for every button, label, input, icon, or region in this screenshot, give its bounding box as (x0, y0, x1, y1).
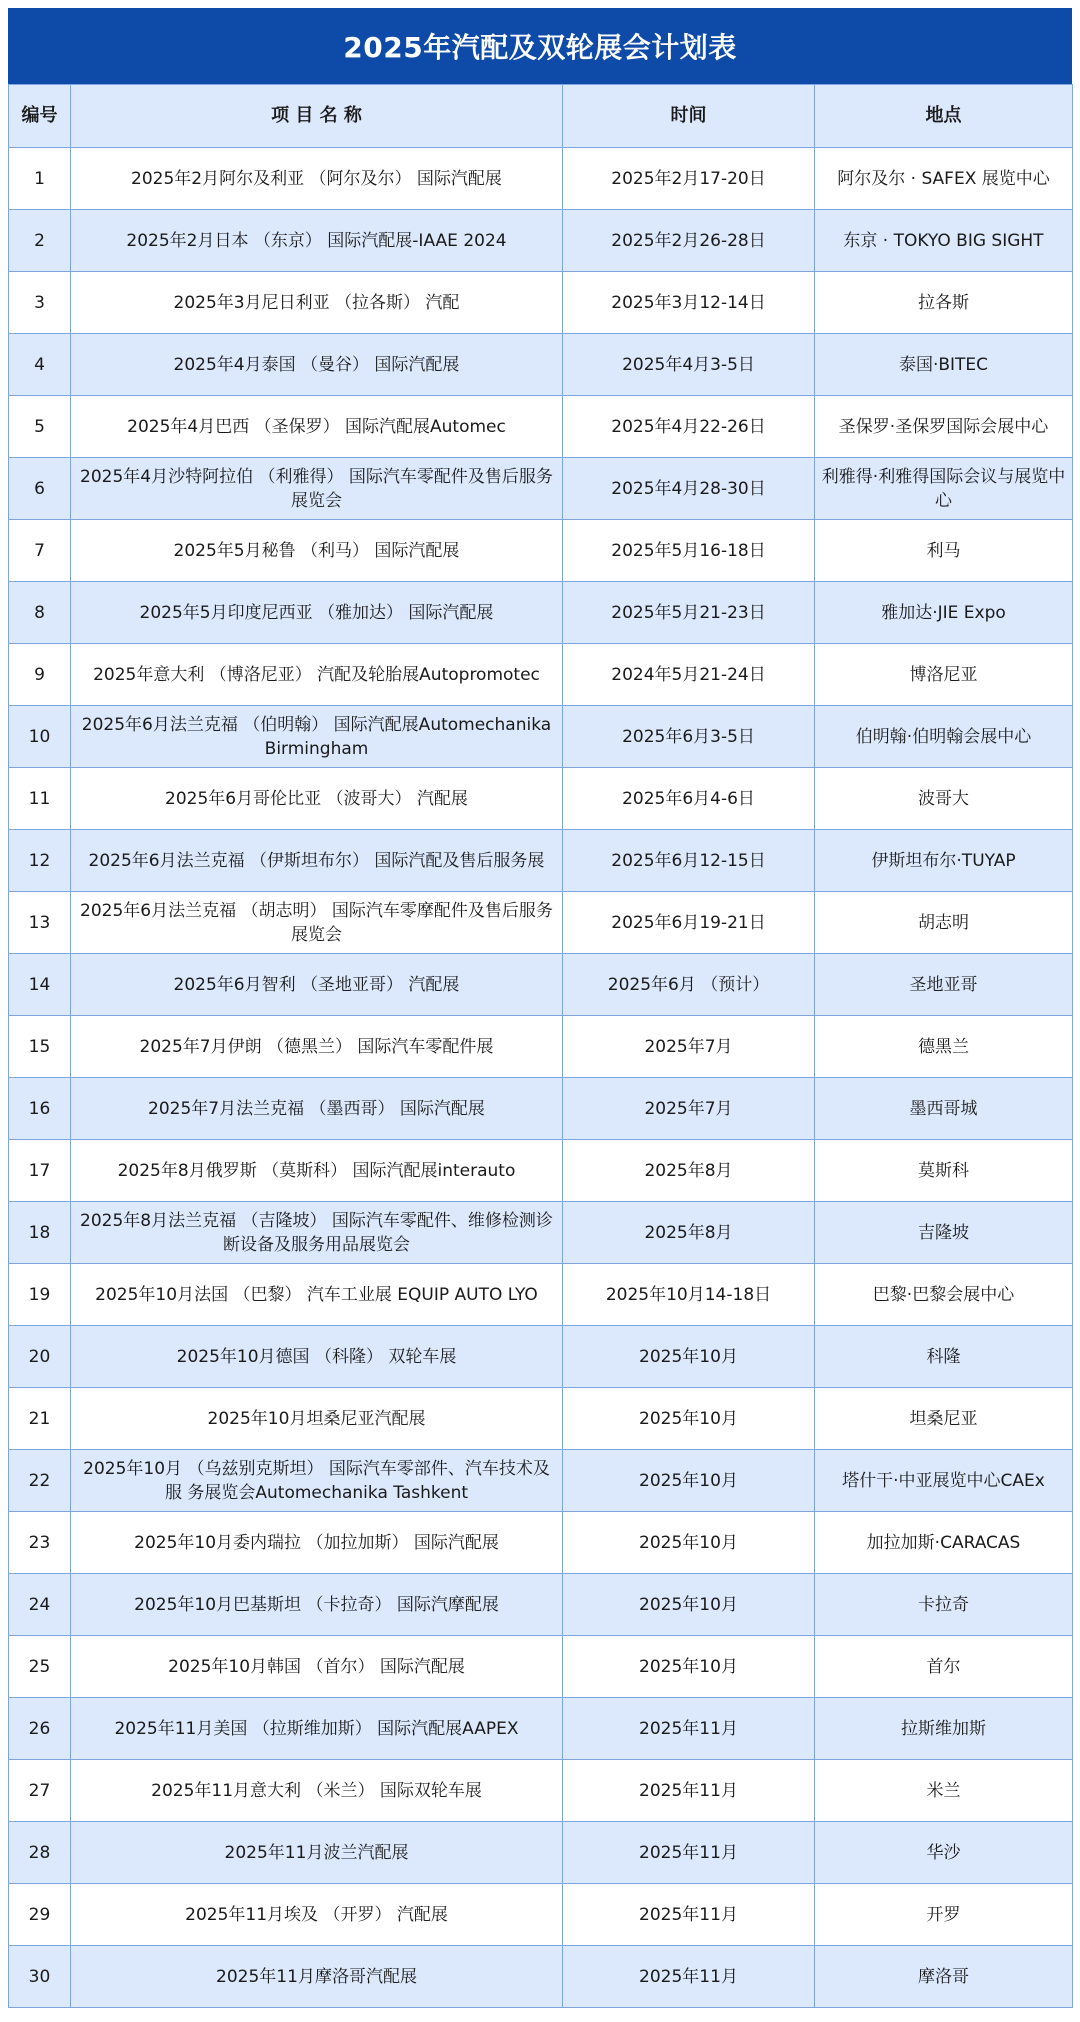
cell-number: 9 (9, 644, 71, 706)
table-row (9, 520, 1073, 582)
cell-project-name: 2025年10月韩国 （首尔） 国际汽配展 (71, 1636, 563, 1698)
table-row (9, 768, 1073, 830)
cell-location: 博洛尼亚 (815, 644, 1073, 706)
cell-location: 泰国·BITEC (815, 334, 1073, 396)
table-body (9, 148, 1073, 2008)
cell-number: 29 (9, 1884, 71, 1946)
cell-time: 2025年11月 (563, 1946, 815, 2008)
cell-time: 2025年10月 (563, 1574, 815, 1636)
cell-time: 2025年6月3-5日 (563, 706, 815, 768)
cell-number: 15 (9, 1016, 71, 1078)
table-row (9, 396, 1073, 458)
cell-project-name: 2025年4月沙特阿拉伯 （利雅得） 国际汽车零配件及售后服务展览会 (71, 458, 563, 520)
table-row (9, 334, 1073, 396)
cell-location: 雅加达·JIE Expo (815, 582, 1073, 644)
cell-project-name: 2025年2月日本 （东京） 国际汽配展-IAAE 2024 (71, 210, 563, 272)
table-row (9, 1574, 1073, 1636)
table-row (9, 1016, 1073, 1078)
cell-time: 2025年11月 (563, 1822, 815, 1884)
cell-location: 东京 · TOKYO BIG SIGHT (815, 210, 1073, 272)
cell-location: 波哥大 (815, 768, 1073, 830)
cell-time: 2025年7月 (563, 1078, 815, 1140)
cell-project-name: 2025年10月法国 （巴黎） 汽车工业展 EQUIP AUTO LYO (71, 1264, 563, 1326)
cell-project-name: 2025年10月委内瑞拉 （加拉加斯） 国际汽配展 (71, 1512, 563, 1574)
table-row (9, 1078, 1073, 1140)
cell-time: 2025年10月 (563, 1450, 815, 1512)
cell-number: 17 (9, 1140, 71, 1202)
cell-location: 巴黎·巴黎会展中心 (815, 1264, 1073, 1326)
table-row (9, 1140, 1073, 1202)
cell-number: 30 (9, 1946, 71, 2008)
table-row (9, 1760, 1073, 1822)
cell-number: 22 (9, 1450, 71, 1512)
table-row (9, 1946, 1073, 2008)
cell-project-name: 2025年5月秘鲁 （利马） 国际汽配展 (71, 520, 563, 582)
table-row (9, 1450, 1073, 1512)
schedule-container (8, 8, 1072, 2008)
cell-number: 5 (9, 396, 71, 458)
table-row (9, 830, 1073, 892)
cell-number: 1 (9, 148, 71, 210)
cell-location: 利雅得·利雅得国际会议与展览中心 (815, 458, 1073, 520)
cell-time: 2025年6月4-6日 (563, 768, 815, 830)
table-row (9, 148, 1073, 210)
cell-project-name: 2025年11月波兰汽配展 (71, 1822, 563, 1884)
cell-time: 2025年6月 （预计） (563, 954, 815, 1016)
cell-location: 阿尔及尔 · SAFEX 展览中心 (815, 148, 1073, 210)
cell-time: 2025年4月28-30日 (563, 458, 815, 520)
cell-project-name: 2025年10月坦桑尼亚汽配展 (71, 1388, 563, 1450)
cell-location: 加拉加斯·CARACAS (815, 1512, 1073, 1574)
cell-location: 摩洛哥 (815, 1946, 1073, 2008)
cell-project-name: 2025年11月埃及 （开罗） 汽配展 (71, 1884, 563, 1946)
cell-project-name: 2025年8月法兰克福 （吉隆坡） 国际汽车零配件、维修检测诊断设备及服务用品展览会 (71, 1202, 563, 1264)
cell-time: 2025年8月 (563, 1140, 815, 1202)
cell-location: 胡志明 (815, 892, 1073, 954)
cell-time: 2025年10月 (563, 1512, 815, 1574)
cell-project-name: 2025年11月摩洛哥汽配展 (71, 1946, 563, 2008)
cell-number: 25 (9, 1636, 71, 1698)
cell-time: 2025年10月14-18日 (563, 1264, 815, 1326)
cell-location: 坦桑尼亚 (815, 1388, 1073, 1450)
cell-number: 27 (9, 1760, 71, 1822)
cell-time: 2025年4月3-5日 (563, 334, 815, 396)
cell-time: 2025年11月 (563, 1698, 815, 1760)
cell-location: 卡拉奇 (815, 1574, 1073, 1636)
table-header-row (9, 85, 1073, 148)
cell-location: 墨西哥城 (815, 1078, 1073, 1140)
cell-number: 14 (9, 954, 71, 1016)
header-project-name: 项 目 名 称 (71, 85, 563, 148)
cell-location: 拉各斯 (815, 272, 1073, 334)
cell-project-name: 2025年意大利 （博洛尼亚） 汽配及轮胎展Autopromotec (71, 644, 563, 706)
cell-project-name: 2025年7月伊朗 （德黑兰） 国际汽车零配件展 (71, 1016, 563, 1078)
cell-number: 19 (9, 1264, 71, 1326)
cell-number: 10 (9, 706, 71, 768)
table-row (9, 1388, 1073, 1450)
cell-time: 2025年5月16-18日 (563, 520, 815, 582)
cell-time: 2025年6月12-15日 (563, 830, 815, 892)
table-row (9, 582, 1073, 644)
cell-project-name: 2025年4月巴西 （圣保罗） 国际汽配展Automec (71, 396, 563, 458)
table-row (9, 706, 1073, 768)
table-row (9, 210, 1073, 272)
cell-location: 伯明翰·伯明翰会展中心 (815, 706, 1073, 768)
cell-location: 首尔 (815, 1636, 1073, 1698)
cell-number: 7 (9, 520, 71, 582)
cell-project-name: 2025年11月美国 （拉斯维加斯） 国际汽配展AAPEX (71, 1698, 563, 1760)
cell-project-name: 2025年4月泰国 （曼谷） 国际汽配展 (71, 334, 563, 396)
page-title: 2025年汽配及双轮展会计划表 (8, 8, 1072, 84)
cell-project-name: 2025年10月巴基斯坦 （卡拉奇） 国际汽摩配展 (71, 1574, 563, 1636)
cell-location: 米兰 (815, 1760, 1073, 1822)
table-row (9, 1326, 1073, 1388)
cell-location: 塔什干·中亚展览中心CAEx (815, 1450, 1073, 1512)
cell-location: 科隆 (815, 1326, 1073, 1388)
cell-number: 8 (9, 582, 71, 644)
table-row (9, 892, 1073, 954)
table-row (9, 1822, 1073, 1884)
cell-number: 18 (9, 1202, 71, 1264)
cell-time: 2025年4月22-26日 (563, 396, 815, 458)
cell-time: 2025年11月 (563, 1884, 815, 1946)
cell-location: 圣保罗·圣保罗国际会展中心 (815, 396, 1073, 458)
cell-number: 4 (9, 334, 71, 396)
cell-number: 3 (9, 272, 71, 334)
cell-time: 2025年3月12-14日 (563, 272, 815, 334)
cell-project-name: 2025年6月智利 （圣地亚哥） 汽配展 (71, 954, 563, 1016)
cell-time: 2025年6月19-21日 (563, 892, 815, 954)
cell-project-name: 2025年6月法兰克福 （伊斯坦布尔） 国际汽配及售后服务展 (71, 830, 563, 892)
table-row (9, 1636, 1073, 1698)
cell-number: 2 (9, 210, 71, 272)
cell-number: 28 (9, 1822, 71, 1884)
cell-project-name: 2025年6月法兰克福 （胡志明） 国际汽车零摩配件及售后服务展览会 (71, 892, 563, 954)
cell-location: 伊斯坦布尔·TUYAP (815, 830, 1073, 892)
cell-time: 2025年2月26-28日 (563, 210, 815, 272)
cell-number: 21 (9, 1388, 71, 1450)
cell-time: 2025年7月 (563, 1016, 815, 1078)
table-row (9, 1698, 1073, 1760)
cell-project-name: 2025年6月法兰克福 （伯明翰） 国际汽配展Automechanika Birmingham (71, 706, 563, 768)
cell-number: 11 (9, 768, 71, 830)
table-row (9, 1884, 1073, 1946)
cell-project-name: 2025年10月 （乌兹别克斯坦） 国际汽车零部件、汽车技术及服 务展览会Automechanika Tashkent (71, 1450, 563, 1512)
cell-number: 26 (9, 1698, 71, 1760)
cell-number: 24 (9, 1574, 71, 1636)
cell-time: 2025年10月 (563, 1388, 815, 1450)
cell-number: 23 (9, 1512, 71, 1574)
cell-project-name: 2025年10月德国 （科隆） 双轮车展 (71, 1326, 563, 1388)
cell-time: 2024年5月21-24日 (563, 644, 815, 706)
table-row (9, 954, 1073, 1016)
header-number: 编号 (9, 85, 71, 148)
cell-project-name: 2025年8月俄罗斯 （莫斯科） 国际汽配展interauto (71, 1140, 563, 1202)
cell-location: 莫斯科 (815, 1140, 1073, 1202)
cell-project-name: 2025年2月阿尔及利亚 （阿尔及尔） 国际汽配展 (71, 148, 563, 210)
table-row (9, 1512, 1073, 1574)
header-time: 时间 (563, 85, 815, 148)
cell-location: 拉斯维加斯 (815, 1698, 1073, 1760)
cell-location: 华沙 (815, 1822, 1073, 1884)
cell-number: 16 (9, 1078, 71, 1140)
cell-time: 2025年10月 (563, 1326, 815, 1388)
cell-project-name: 2025年7月法兰克福 （墨西哥） 国际汽配展 (71, 1078, 563, 1140)
cell-number: 6 (9, 458, 71, 520)
cell-location: 德黑兰 (815, 1016, 1073, 1078)
cell-location: 开罗 (815, 1884, 1073, 1946)
exhibition-table (8, 84, 1073, 2008)
cell-project-name: 2025年3月尼日利亚 （拉各斯） 汽配 (71, 272, 563, 334)
cell-project-name: 2025年6月哥伦比亚 （波哥大） 汽配展 (71, 768, 563, 830)
cell-project-name: 2025年11月意大利 （米兰） 国际双轮车展 (71, 1760, 563, 1822)
header-location: 地点 (815, 85, 1073, 148)
table-row (9, 272, 1073, 334)
cell-time: 2025年8月 (563, 1202, 815, 1264)
table-row (9, 1202, 1073, 1264)
cell-time: 2025年10月 (563, 1636, 815, 1698)
cell-location: 圣地亚哥 (815, 954, 1073, 1016)
table-row (9, 644, 1073, 706)
cell-number: 20 (9, 1326, 71, 1388)
cell-location: 利马 (815, 520, 1073, 582)
cell-number: 13 (9, 892, 71, 954)
cell-location: 吉隆坡 (815, 1202, 1073, 1264)
cell-time: 2025年2月17-20日 (563, 148, 815, 210)
table-row (9, 458, 1073, 520)
cell-time: 2025年5月21-23日 (563, 582, 815, 644)
table-row (9, 1264, 1073, 1326)
cell-number: 12 (9, 830, 71, 892)
cell-time: 2025年11月 (563, 1760, 815, 1822)
cell-project-name: 2025年5月印度尼西亚 （雅加达） 国际汽配展 (71, 582, 563, 644)
